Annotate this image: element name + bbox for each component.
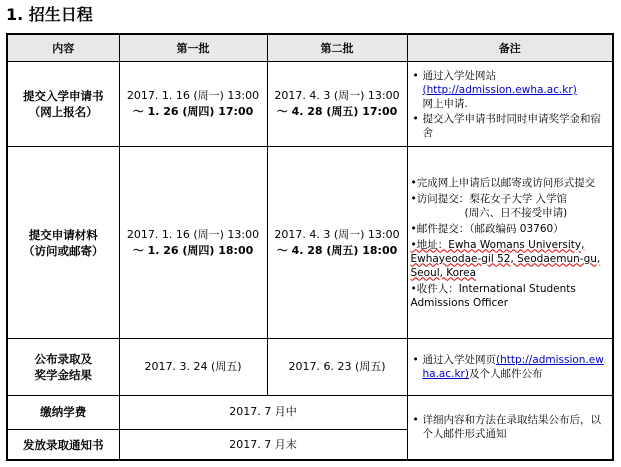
materials-batch1: 2017. 1. 16 (周一) 13:00 ～ 1. 26 (周四) 18:00 [119, 147, 267, 339]
table-row [7, 147, 613, 339]
notice-date: 2017. 7 月末 [119, 430, 407, 460]
tuition-date: 2017. 7 月中 [119, 395, 407, 429]
shared-note [407, 395, 613, 460]
list-item: •邮件提交：（邮政编码 03760） [410, 222, 564, 235]
results-note [407, 339, 613, 396]
materials-batch2: 2017. 4. 3 (周一) 13:00 ～ 4. 28 (周五) 18:00 [267, 147, 407, 339]
header-remarks: 备注 [407, 34, 613, 62]
list-item: •地址：Ewha Womans University, Ewhayeodae-gil 52, Seodaemun-gu, Seoul, Korea [410, 238, 601, 279]
results-batch1: 2017. 3. 24 (周五) [119, 339, 267, 396]
materials-note [407, 147, 613, 339]
header-batch2: 第二批 [267, 34, 407, 62]
results-batch2: 2017. 6. 23 (周五) [267, 339, 407, 396]
row-label-apply: 提交入学申请书 （网上报名） [7, 62, 119, 147]
admission-link[interactable]: (http://admission.ewha.ac.kr) [422, 353, 604, 380]
list-item: •收件人：International Students Admissions Officer [410, 282, 576, 309]
admission-link[interactable]: (http://admission.ewha.ac.kr) [422, 83, 577, 96]
list-item: •完成网上申请后以邮寄或访问形式提交 [410, 176, 596, 189]
apply-note [407, 62, 613, 147]
row-label-notice: 发放录取通知书 [7, 430, 119, 460]
row-label-tuition: 缴纳学费 [7, 395, 119, 429]
table-row [7, 339, 613, 396]
header-batch1: 第一批 [119, 34, 267, 62]
list-item: •访问提交：梨花女子大学 入学馆 (周六、日不接受申请) [410, 192, 568, 219]
apply-batch2: 2017. 4. 3 (周一) 13:00 ～ 4. 28 (周五) 17:00 [267, 62, 407, 147]
list-item: • 详细内容和方法在录取结果公布后，以个人邮件形式通知 [423, 413, 610, 441]
table-row [7, 62, 613, 147]
table-row [7, 395, 613, 429]
apply-batch1: 2017. 1. 16 (周一) 13:00 ～ 1. 26 (周四) 17:00 [119, 62, 267, 147]
admission-schedule-table [6, 33, 614, 461]
section-title: 1. 招生日程 [6, 5, 93, 24]
list-item: • 提交入学申请书时同时申请奖学金和宿舍 [423, 112, 610, 140]
list-item: • 通过入学处网站 (http://admission.ewha.ac.kr) 网上申请. [423, 69, 610, 111]
row-label-materials: 提交申请材料 （访问或邮寄） [7, 147, 119, 339]
list-item: • 通过入学处网页(http://admission.ewha.ac.kr)及个人邮件公布 [423, 353, 610, 381]
row-label-results: 公布录取及 奖学金结果 [7, 339, 119, 396]
table-header-row [7, 34, 613, 62]
header-content: 内容 [7, 34, 119, 62]
